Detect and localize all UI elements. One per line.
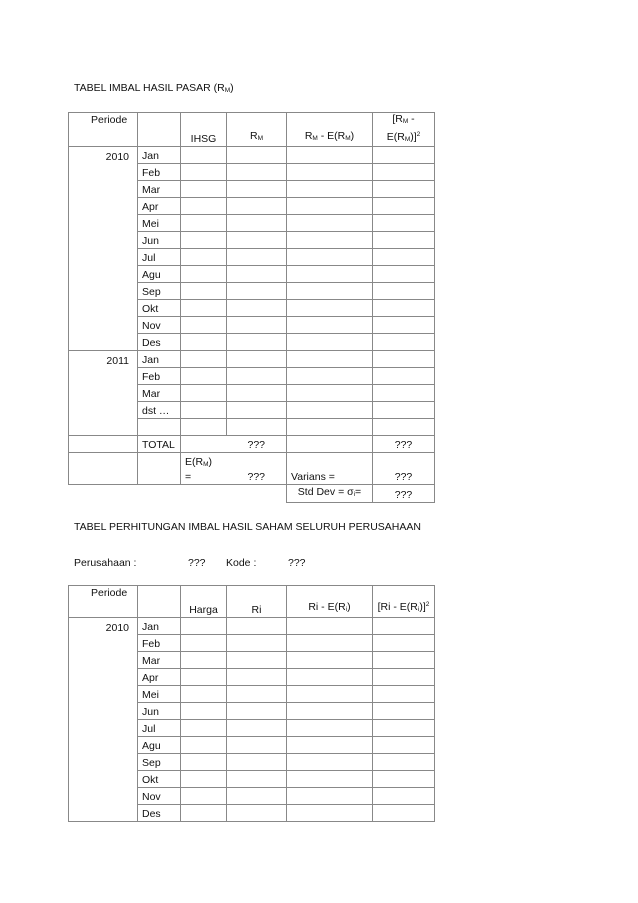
month-cell: Jun [138, 232, 181, 249]
value-cell [227, 147, 287, 164]
value-cell [373, 419, 435, 436]
header-rm-squared: [$R_M$ - $E(R_M)]^2$ [373, 113, 435, 147]
value-cell [287, 771, 373, 788]
year-cell [69, 266, 138, 283]
table-row [69, 652, 435, 669]
value-cell [227, 164, 287, 181]
value-cell [181, 198, 227, 215]
month-cell: Apr [138, 669, 181, 686]
table-row [69, 737, 435, 754]
empty-cell [69, 436, 138, 453]
header-ri-squared: $[Ri - E(R_i)]^2$ [373, 586, 435, 618]
table-row [69, 669, 435, 686]
value-cell [287, 266, 373, 283]
table-row [69, 283, 435, 300]
stock-return-table [68, 585, 435, 822]
value-cell [181, 351, 227, 368]
table-row [69, 266, 435, 283]
year-cell [69, 181, 138, 198]
value-cell [181, 249, 227, 266]
year-cell [69, 669, 138, 686]
table-row [69, 385, 435, 402]
value-cell [287, 652, 373, 669]
value-cell [227, 686, 287, 703]
value-cell [181, 737, 227, 754]
value-cell [373, 164, 435, 181]
year-cell: 2010 [69, 618, 138, 635]
month-cell: Des [138, 805, 181, 822]
header-ri: Ri [227, 586, 287, 618]
value-cell [181, 618, 227, 635]
year-cell [69, 402, 138, 419]
table-row [69, 419, 435, 436]
table-row [69, 249, 435, 266]
value-cell [181, 147, 227, 164]
year-cell [69, 652, 138, 669]
month-cell: Des [138, 334, 181, 351]
value-cell [227, 635, 287, 652]
total-label: TOTAL [138, 436, 181, 453]
value-cell [227, 720, 287, 737]
year-cell [69, 635, 138, 652]
empty-cell [287, 436, 373, 453]
month-cell: Mar [138, 181, 181, 198]
year-cell: 2011 [69, 351, 138, 368]
kode-value: ??? [288, 557, 306, 569]
table-row [69, 788, 435, 805]
perusahaan-value: ??? [188, 557, 206, 569]
value-cell [373, 317, 435, 334]
table-row [69, 686, 435, 703]
expected-return-value: ??? [227, 453, 287, 485]
table-row [69, 720, 435, 737]
table-row [69, 317, 435, 334]
value-cell [373, 334, 435, 351]
value-cell [181, 652, 227, 669]
month-cell: Feb [138, 368, 181, 385]
value-cell [287, 686, 373, 703]
value-cell [181, 181, 227, 198]
value-cell [287, 249, 373, 266]
table1-title: TABEL IMBAL HASIL PASAR $(R_M)$ [74, 82, 234, 94]
value-cell [227, 317, 287, 334]
year-cell [69, 686, 138, 703]
value-cell [287, 402, 373, 419]
month-cell: Jan [138, 147, 181, 164]
value-cell [227, 669, 287, 686]
month-cell: Nov [138, 317, 181, 334]
empty-cell [69, 485, 287, 503]
month-cell: Jan [138, 351, 181, 368]
table-row [69, 300, 435, 317]
value-cell [287, 283, 373, 300]
header-periode: Periode [69, 113, 138, 147]
year-cell [69, 300, 138, 317]
year-cell [69, 788, 138, 805]
value-cell [373, 669, 435, 686]
year-cell [69, 232, 138, 249]
month-cell: Okt [138, 300, 181, 317]
value-cell [227, 181, 287, 198]
value-cell [227, 805, 287, 822]
year-cell [69, 164, 138, 181]
table-row [69, 232, 435, 249]
value-cell [181, 771, 227, 788]
year-cell [69, 283, 138, 300]
value-cell [373, 232, 435, 249]
value-cell [227, 283, 287, 300]
year-cell [69, 198, 138, 215]
value-cell [181, 334, 227, 351]
value-cell [227, 771, 287, 788]
value-cell [287, 754, 373, 771]
month-cell: Nov [138, 788, 181, 805]
year-cell [69, 737, 138, 754]
value-cell [373, 385, 435, 402]
table-row [69, 147, 435, 164]
value-cell [181, 317, 227, 334]
month-cell: Okt [138, 771, 181, 788]
value-cell [287, 419, 373, 436]
value-cell [181, 720, 227, 737]
value-cell [181, 385, 227, 402]
value-cell [181, 788, 227, 805]
month-cell: Mar [138, 652, 181, 669]
value-cell [227, 788, 287, 805]
year-cell [69, 419, 138, 436]
month-cell: Sep [138, 283, 181, 300]
header-ri-minus-eri: Ri - $E(R_i)$ [287, 586, 373, 618]
expected-return-label: $E(R_M)$ = [181, 453, 227, 485]
value-cell [227, 334, 287, 351]
table-row [69, 635, 435, 652]
year-cell [69, 720, 138, 737]
value-cell [227, 703, 287, 720]
value-cell [227, 754, 287, 771]
stddev-row [69, 485, 435, 503]
value-cell [181, 300, 227, 317]
year-cell [69, 703, 138, 720]
year-cell [69, 215, 138, 232]
value-cell [287, 669, 373, 686]
value-cell [373, 249, 435, 266]
value-cell [373, 788, 435, 805]
table-row [69, 198, 435, 215]
value-cell [373, 283, 435, 300]
header-ihsg: IHSG [181, 113, 227, 147]
header-periode: Periode [69, 586, 138, 618]
value-cell [373, 215, 435, 232]
value-cell [287, 720, 373, 737]
year-cell [69, 805, 138, 822]
value-cell [287, 317, 373, 334]
month-cell: Mar [138, 385, 181, 402]
value-cell [181, 754, 227, 771]
value-cell [287, 198, 373, 215]
month-cell: Sep [138, 754, 181, 771]
value-cell [227, 419, 287, 436]
month-cell: Jun [138, 703, 181, 720]
value-cell [287, 334, 373, 351]
table-row [69, 402, 435, 419]
value-cell [373, 266, 435, 283]
value-cell [373, 351, 435, 368]
value-cell [181, 805, 227, 822]
value-cell [227, 300, 287, 317]
year-cell [69, 317, 138, 334]
value-cell [181, 402, 227, 419]
value-cell [373, 181, 435, 198]
value-cell [373, 805, 435, 822]
table-row [69, 181, 435, 198]
month-cell: Jul [138, 249, 181, 266]
table-row [69, 703, 435, 720]
month-cell [138, 419, 181, 436]
year-cell [69, 249, 138, 266]
table-row [69, 334, 435, 351]
value-cell [287, 618, 373, 635]
value-cell [227, 402, 287, 419]
value-cell [287, 215, 373, 232]
value-cell [373, 368, 435, 385]
value-cell [227, 232, 287, 249]
table2-title: TABEL PERHITUNGAN IMBAL HASIL SAHAM SELURUH PERUSAHAAN [74, 521, 421, 533]
table-row [69, 164, 435, 181]
market-return-table [68, 112, 435, 503]
varians-value: ??? [373, 453, 435, 485]
total-row [69, 436, 435, 453]
empty-cell [138, 453, 181, 485]
year-cell: 2010 [69, 147, 138, 164]
year-cell [69, 754, 138, 771]
value-cell [373, 402, 435, 419]
year-cell [69, 334, 138, 351]
value-cell [287, 147, 373, 164]
value-cell [287, 703, 373, 720]
empty-cell [181, 436, 227, 453]
value-cell [373, 703, 435, 720]
value-cell [287, 385, 373, 402]
value-cell [287, 368, 373, 385]
value-cell [287, 805, 373, 822]
value-cell [287, 164, 373, 181]
value-cell [373, 686, 435, 703]
expected-return-row [69, 453, 435, 485]
month-cell: Jul [138, 720, 181, 737]
value-cell [227, 618, 287, 635]
header-rm-minus-erm: $R_M - E(R_M)$ [287, 113, 373, 147]
value-cell [287, 788, 373, 805]
month-cell: Apr [138, 198, 181, 215]
value-cell [181, 635, 227, 652]
month-cell: Agu [138, 266, 181, 283]
value-cell [287, 181, 373, 198]
table-row [69, 215, 435, 232]
value-cell [373, 737, 435, 754]
header-harga: Harga [181, 586, 227, 618]
value-cell [181, 703, 227, 720]
table-row [69, 805, 435, 822]
table-row [69, 618, 435, 635]
month-cell: Feb [138, 635, 181, 652]
value-cell [287, 635, 373, 652]
value-cell [373, 754, 435, 771]
value-cell [227, 737, 287, 754]
table-row [69, 368, 435, 385]
value-cell [181, 266, 227, 283]
year-cell [69, 385, 138, 402]
value-cell [227, 249, 287, 266]
value-cell [181, 283, 227, 300]
header-rm: $R_M$ [227, 113, 287, 147]
value-cell [287, 351, 373, 368]
month-cell: Jan [138, 618, 181, 635]
value-cell [287, 232, 373, 249]
value-cell [373, 771, 435, 788]
year-cell [69, 368, 138, 385]
stddev-value: ??? [373, 485, 435, 503]
value-cell [373, 652, 435, 669]
month-cell: Feb [138, 164, 181, 181]
value-cell [227, 198, 287, 215]
value-cell [181, 164, 227, 181]
value-cell [181, 669, 227, 686]
value-cell [373, 618, 435, 635]
value-cell [373, 720, 435, 737]
table-row [69, 754, 435, 771]
value-cell [181, 686, 227, 703]
empty-cell [69, 453, 138, 485]
month-cell: Agu [138, 737, 181, 754]
year-cell [69, 771, 138, 788]
table-row [69, 351, 435, 368]
value-cell [227, 652, 287, 669]
value-cell [373, 300, 435, 317]
value-cell [227, 266, 287, 283]
month-cell: dst … [138, 402, 181, 419]
value-cell [181, 232, 227, 249]
value-cell [181, 419, 227, 436]
perusahaan-label: Perusahaan : [74, 557, 137, 569]
value-cell [227, 368, 287, 385]
month-cell: Mei [138, 686, 181, 703]
value-cell [373, 635, 435, 652]
value-cell [227, 351, 287, 368]
table-row [69, 771, 435, 788]
total-rm: ??? [227, 436, 287, 453]
value-cell [373, 198, 435, 215]
value-cell [287, 737, 373, 754]
kode-label: Kode : [226, 557, 257, 569]
value-cell [287, 300, 373, 317]
value-cell [227, 215, 287, 232]
total-squared: ??? [373, 436, 435, 453]
value-cell [181, 215, 227, 232]
value-cell [181, 368, 227, 385]
value-cell [373, 147, 435, 164]
value-cell [227, 385, 287, 402]
stddev-label: Std Dev = $\sigma_i=$ [287, 485, 373, 503]
month-cell: Mei [138, 215, 181, 232]
varians-label: Varians = [287, 453, 373, 485]
